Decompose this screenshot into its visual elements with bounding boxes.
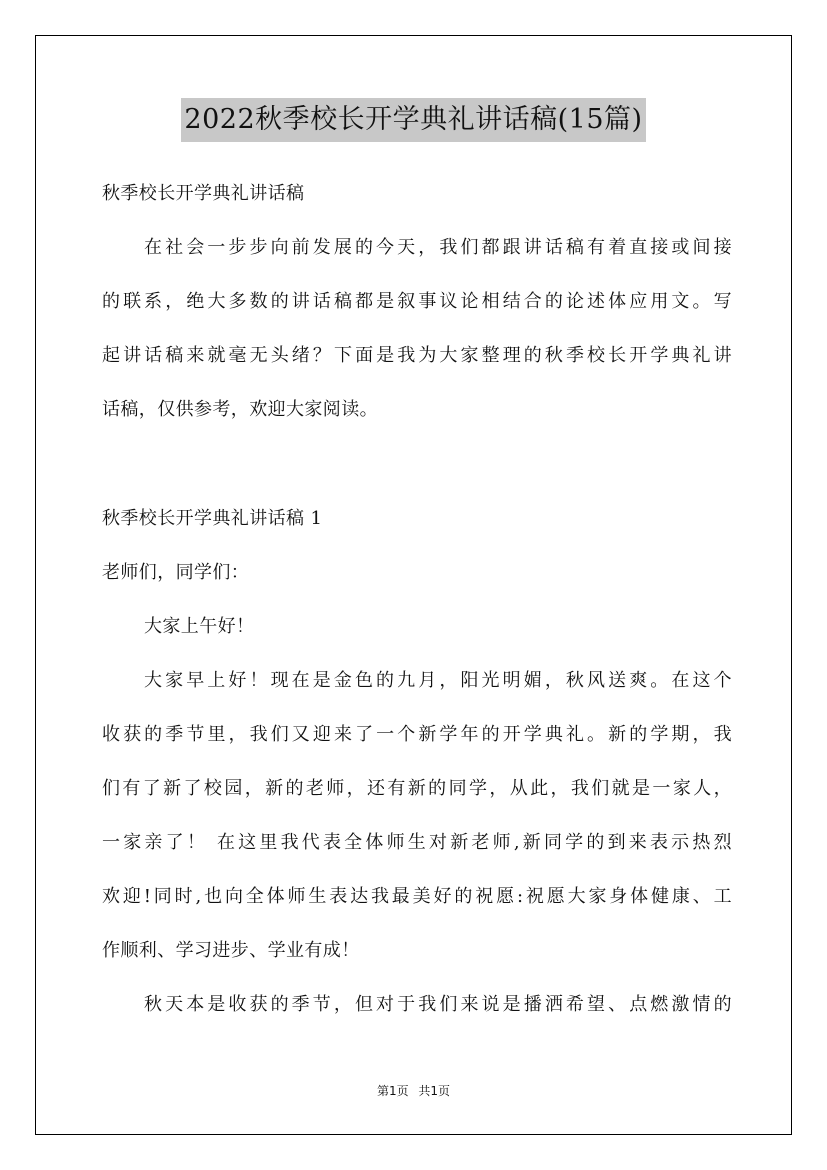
greeting: 大家上午好！ xyxy=(144,616,255,637)
intro-line: 在社会一步步向前发展的今天，我们都跟讲话稿有着直接或间接 xyxy=(144,237,732,258)
body-line: 一家亲了！ 在这里我代表全体师生对新老师,新同学的到来表示热烈 xyxy=(102,832,732,853)
body-line: 大家早上好！现在是金色的九月，阳光明媚，秋风送爽。在这个 xyxy=(144,670,732,691)
section-heading: 秋季校长开学典礼讲话稿 1 xyxy=(102,508,323,529)
body-line: 秋天本是收获的季节，但对于我们来说是播洒希望、点燃激情的 xyxy=(144,994,732,1015)
page-total: 共1页 xyxy=(418,1084,451,1098)
body-line: 们有了新了校园，新的老师，还有新的同学，从此，我们就是一家人， xyxy=(102,778,732,799)
document-subtitle: 秋季校长开学典礼讲话稿 xyxy=(102,183,305,204)
page-footer xyxy=(0,1083,827,1099)
body-line: 收获的季节里，我们又迎来了一个新学年的开学典礼。新的学期，我 xyxy=(102,724,732,745)
intro-line: 话稿，仅供参考，欢迎大家阅读。 xyxy=(102,399,378,420)
document-title: 2022秋季校长开学典礼讲话稿(15篇) xyxy=(181,98,645,142)
page-number: 第1页 xyxy=(376,1084,409,1098)
body-line: 欢迎!同时,也向全体师生表达我最美好的祝愿:祝愿大家身体健康、工 xyxy=(102,886,732,907)
intro-line: 起讲话稿来就毫无头绪？下面是我为大家整理的秋季校长开学典礼讲 xyxy=(102,345,732,366)
body-line: 作顺利、学习进步、学业有成！ xyxy=(102,940,360,961)
title-container xyxy=(0,98,827,142)
salutation: 老师们，同学们： xyxy=(102,562,250,583)
intro-line: 的联系，绝大多数的讲话稿都是叙事议论相结合的论述体应用文。写 xyxy=(102,291,732,312)
